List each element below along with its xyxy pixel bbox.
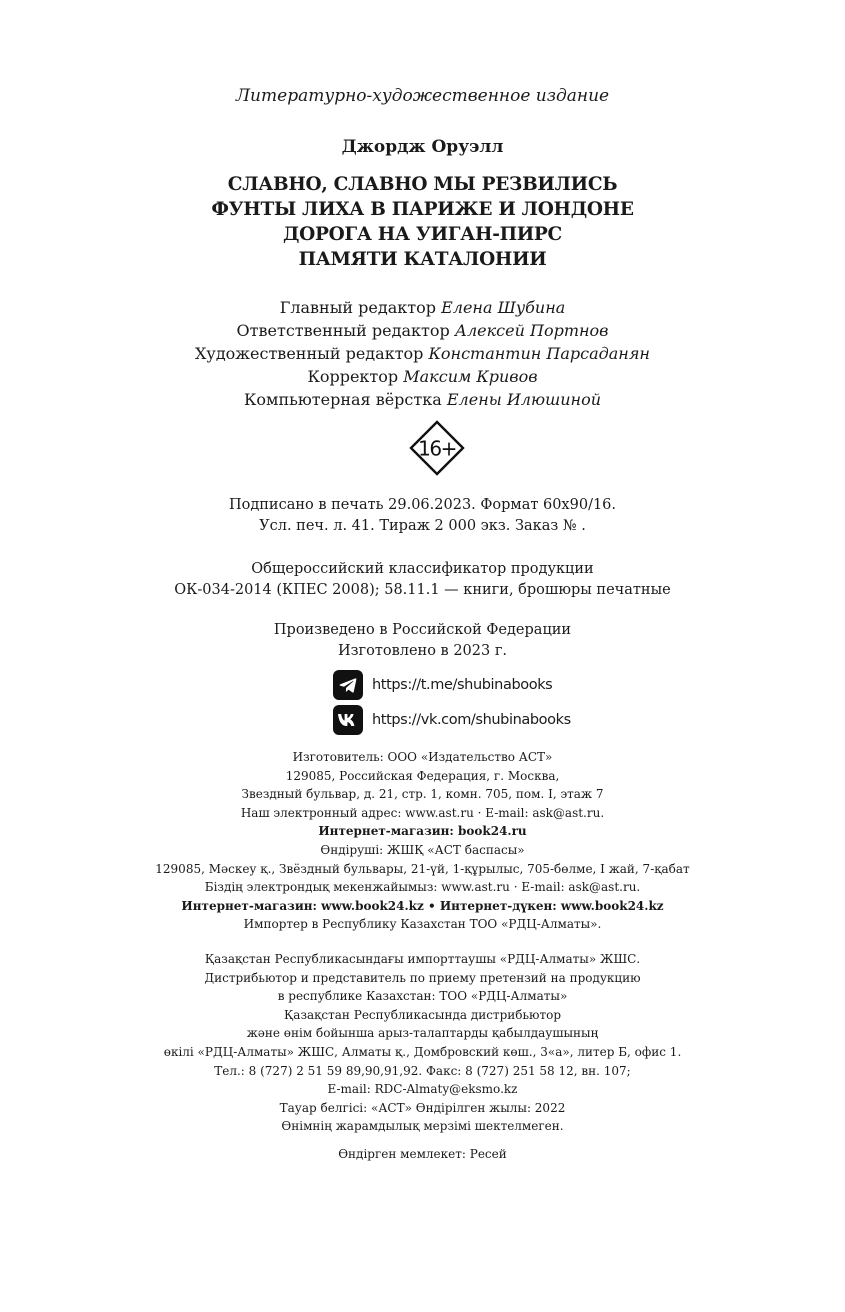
vk-link[interactable] xyxy=(333,705,571,735)
credit-person: Максим Кривов xyxy=(403,367,538,386)
title-line: СЛАВНО, СЛАВНО МЫ РЕЗВИЛИСЬ xyxy=(227,174,618,195)
distributor-line: және өнім бойынша арыз-талаптарды қабылдаушының xyxy=(246,1026,599,1041)
imprint-line: Изготовитель: ООО «Издательство АСТ» xyxy=(292,750,553,764)
distributor-line: өкілі «РДЦ-Алматы» ЖШС, Алматы қ., Домбровский көш., 3«а», литер Б, офис 1. xyxy=(163,1044,682,1059)
classification-line: ОК-034-2014 (КПЕС 2008); 58.11.1 — книги, брошюры печатные xyxy=(174,582,671,598)
imprint-line: Звездный бульвар, д. 21, стр. 1, комн. 705, пом. I, этаж 7 xyxy=(241,787,604,802)
credit-role: Ответственный редактор xyxy=(236,321,450,340)
distributor-line: E-mail: RDC-Almaty@eksmo.kz xyxy=(327,1082,518,1097)
vk-icon xyxy=(333,705,363,735)
distributor-line: Қазақстан Республикасындағы импорттаушы «РДЦ-Алматы» ЖШС. xyxy=(204,952,641,966)
distributor-info xyxy=(0,950,845,1136)
credit-role: Корректор xyxy=(307,367,399,386)
credit-person: Елена Шубина xyxy=(441,298,566,317)
telegram-link[interactable] xyxy=(333,670,552,700)
imprint-line: Біздің электрондық мекенжайымыз: www.ast.ru · E-mail: ask@ast.ru. xyxy=(204,880,641,895)
classification-line: Общероссийский классификатор продукции xyxy=(251,561,594,577)
vk-url[interactable]: https://vk.com/shubinabooks xyxy=(372,712,571,728)
online-store-line: Интернет-магазин: book24.ru xyxy=(318,824,527,839)
age-rating-badge xyxy=(409,420,465,476)
credit-person: Константин Парсаданян xyxy=(428,344,650,363)
credit-line xyxy=(0,342,845,365)
distributor-line: Тауар белгісі: «АСТ» Өндірілген жылы: 2022 xyxy=(279,1100,566,1115)
classification xyxy=(0,559,845,601)
credit-person: Алексей Портнов xyxy=(454,321,609,340)
genre-line: Литературно-художественное издание xyxy=(235,86,610,106)
credit-line xyxy=(0,388,845,411)
imprint-line: 129085, Российская Федерация, г. Москва, xyxy=(285,768,560,783)
age-rating-label: 16+ xyxy=(418,436,456,461)
distributor-line: Тел.: 8 (727) 2 51 59 89,90,91,92. Факс: 8 (727) 251 58 12, вн. 107; xyxy=(214,1063,631,1078)
imprint-line: Наш электронный адрес: www.ast.ru · E-mail: ask@ast.ru. xyxy=(240,805,605,820)
imprint-line: 129085, Мәскеу қ., Звёздный бульвары, 21-үй, 1-құрылыс, 705-бөлме, I жай, 7-қабат xyxy=(155,861,690,876)
imprint-line xyxy=(0,822,845,841)
book-titles xyxy=(0,172,845,272)
credit-line xyxy=(0,296,845,319)
manufacturer-info xyxy=(0,748,845,934)
imprint-line: Өндіруші: ЖШҚ «АСТ баспасы» xyxy=(320,842,525,857)
title-line: ДОРОГА НА УИГАН-ПИРС xyxy=(283,224,562,245)
imprint-line: Импортер в Республику Казахстан ТОО «РДЦ-Алматы». xyxy=(243,917,602,932)
credit-role: Компьютерная вёрстка xyxy=(243,390,442,409)
distributor-line: в республике Казахстан: ТОО «РДЦ-Алматы» xyxy=(277,989,568,1004)
telegram-url[interactable]: https://t.me/shubinabooks xyxy=(372,677,553,693)
country-of-origin: Өндірген мемлекет: Ресей xyxy=(338,1147,507,1161)
distributor-line: Дистрибьютор и представитель по приему претензий на продукцию xyxy=(204,970,641,985)
credit-line xyxy=(0,319,845,342)
print-line: Подписано в печать 29.06.2023. Формат 60х90/16. xyxy=(228,497,617,513)
distributor-line: Қазақстан Республикасында дистрибьютор xyxy=(284,1007,561,1022)
credit-line xyxy=(0,365,845,388)
title-line: ФУНТЫ ЛИХА В ПАРИЖЕ И ЛОНДОНЕ xyxy=(211,199,634,220)
credit-role: Художественный редактор xyxy=(195,344,424,363)
production-info xyxy=(0,620,845,662)
credit-person: Елены Илюшиной xyxy=(446,390,602,409)
print-line: Усл. печ. л. 41. Тираж 2 000 экз. Заказ № . xyxy=(259,518,586,534)
production-line: Произведено в Российской Федерации xyxy=(273,622,572,638)
online-store-kz-line: Интернет-магазин: www.book24.kz • Интернет-дүкен: www.book24.kz xyxy=(181,898,664,913)
credit-role: Главный редактор xyxy=(279,298,436,317)
title-line: ПАМЯТИ КАТАЛОНИИ xyxy=(298,249,547,270)
print-info xyxy=(0,495,845,537)
imprint-line xyxy=(0,897,845,916)
editorial-credits xyxy=(0,296,845,411)
author-name: Джордж Оруэлл xyxy=(341,137,504,157)
production-line: Изготовлено в 2023 г. xyxy=(337,643,508,659)
telegram-icon xyxy=(333,670,363,700)
distributor-line: Өнімнің жарамдылық мерзімі шектелмеген. xyxy=(281,1119,564,1134)
